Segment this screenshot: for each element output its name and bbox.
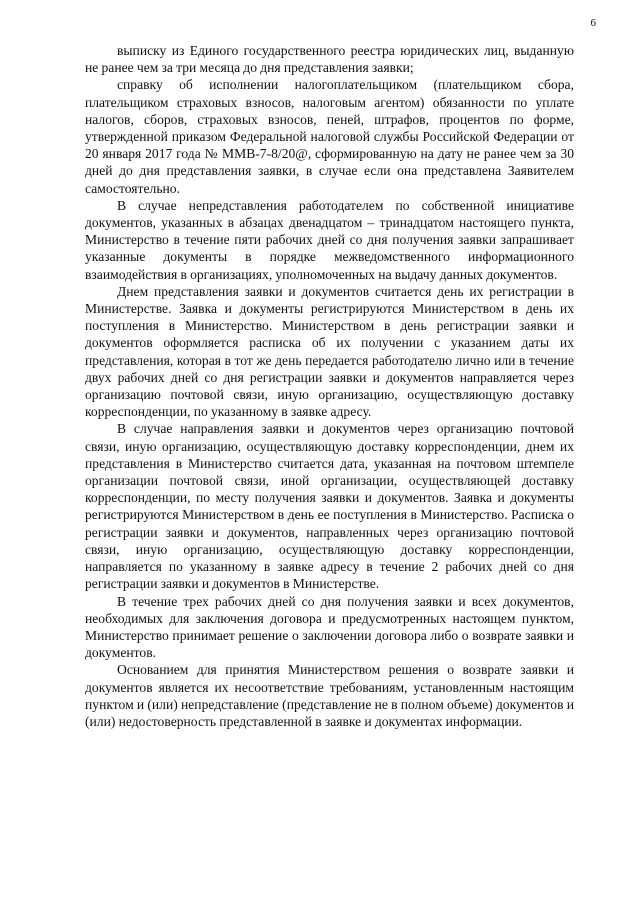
paragraph-postal-submission: В случае направления заявки и документов через организацию почтовой связи, иную организацию, осуществляющую доставку корреспонденции, днем их представления в Министерство считается дата, указанная на почтовом штемпеле организации почтовой связи, иной организации, осуществляющей доставку корреспонденции, по месту получения заявки и документов. Заявка и документы регистрируются Министерством в день ее поступления в Министерство. Расписка о регистрации заявки и документов, направленных через организацию почтовой связи, иную организацию, осуществляющую доставку корреспонденции, направляется по указанному в заявке адресу в течение 2 рабочих дней со дня регистрации заявки и документов в Министерстве. [85,421,574,592]
paragraph-registration-day: Днем представления заявки и документов считается день их регистрации в Министерстве. Заявка и документы регистрируются Министерством в день их поступления в Министерство. Министерством в день регистрации заявки и документов оформляется расписка об их получении с указанием даты их представления, которая в тот же день передается работодателю лично или в течение двух рабочих дней со дня регистрации заявки и документов направляется через организацию почтовой связи, иную организацию, осуществляющую доставку корреспонденции, по указанному в заявке адресу. [85,283,574,420]
paragraph-interagency-request: В случае непредставления работодателем по собственной инициативе документов, указанных в абзацах двенадцатом – тринадцатом настоящего пункта, Министерство в течение пяти рабочих дней со дня получения заявки запрашивает указанные документы в порядке межведомственного информационного взаимодействия в организациях, уполномоченных на выдачу данных документов. [85,197,574,282]
page-number: 6 [590,17,596,29]
paragraph-tax-certificate: справку об исполнении налогоплательщиком (плательщиком сбора, плательщиком страховых взносов, налоговым агентом) обязанности по уплате налогов, сборов, страховых взносов, пеней, штрафов, процентов по форме, утвержденной приказом Федеральной налоговой службы Российской Федерации от 20 января 2017 года № ММВ-7-8/20@, сформированную на дату не ранее чем за 30 дней до дня представления заявки, в случае если она представлена Заявителем самостоятельно. [85,77,574,196]
document-body [85,42,574,730]
paragraph-egrul-extract: выписку из Единого государственного реестра юридических лиц, выданную не ранее чем за три месяца до дня представления заявки; [85,43,574,76]
paragraph-decision-deadline: В течение трех рабочих дней со дня получения заявки и всех документов, необходимых для заключения договора и предусмотренных настоящем пунктом, Министерство принимает решение о заключении договора либо о возврате заявки и документов. [85,593,574,661]
paragraph-return-grounds: Основанием для принятия Министерством решения о возврате заявки и документов является их несоответствие требованиям, установленным настоящим пунктом и (или) непредставление (представление не в полном объеме) документов и (или) недостоверность представленной в заявке и документах информации. [85,662,574,729]
